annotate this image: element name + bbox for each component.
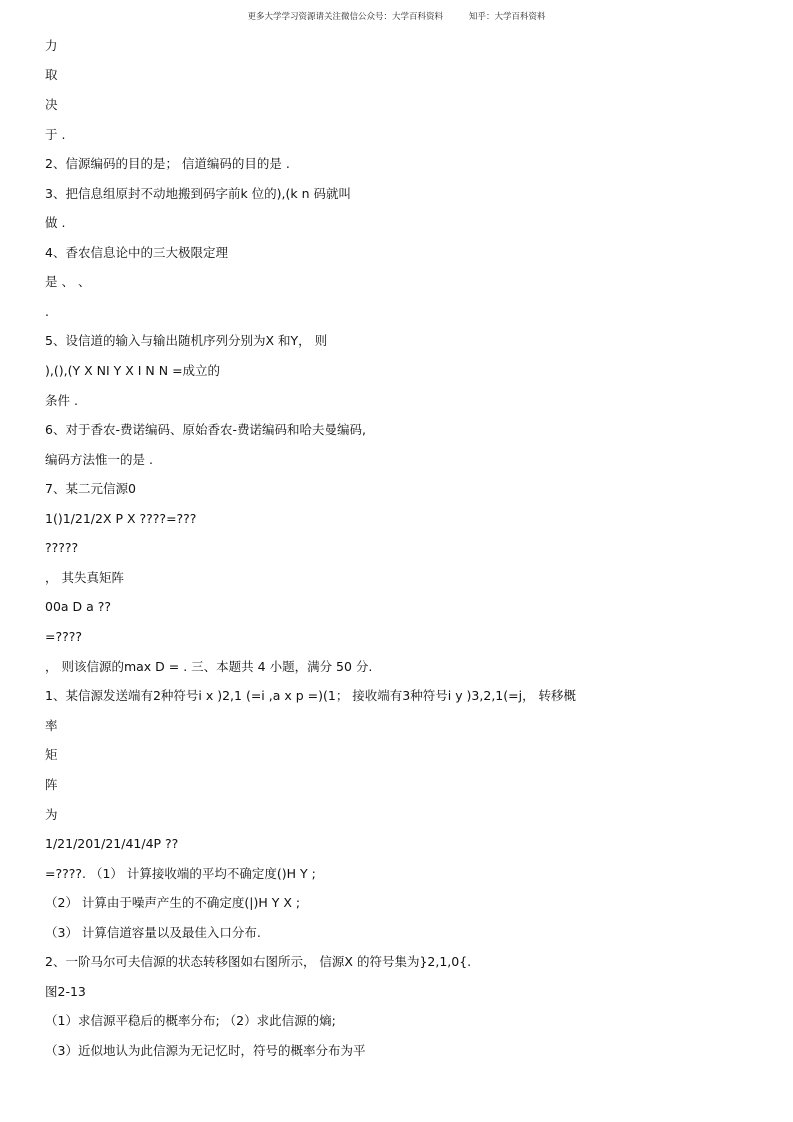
text-line: ， 则该信源的max D = . 三、本题共 4 小题，满分 50 分. (45, 659, 373, 674)
text-line: 条件 . (45, 393, 78, 408)
text-line: 决 (45, 97, 58, 112)
text-line: 力 (45, 38, 58, 53)
header-wechat-note: 更多大学学习资源请关注微信公众号：大学百科资料 (247, 12, 443, 22)
text-line: 取 (45, 67, 58, 82)
text-line: 矩 (45, 747, 58, 762)
text-line: 00a D a ?? (45, 599, 112, 614)
text-line: （2） 计算由于噪声产生的不确定度(|)H Y X ; (45, 895, 301, 910)
text-line: 编码方法惟一的是 . (45, 452, 153, 467)
text-line: 2、信源编码的目的是； 信道编码的目的是 . (45, 156, 290, 171)
text-line: 为 (45, 807, 58, 822)
page-header (0, 10, 793, 22)
text-line: ， 其失真矩阵 (45, 570, 124, 585)
text-line: 图2-13 (45, 984, 86, 999)
text-line: ),(),(Y X NI Y X I N N =成立的 (45, 363, 221, 378)
text-line: 是 、 、 (45, 274, 91, 289)
header-zhihu-note: 知乎：大学百科资料 (469, 12, 546, 22)
text-line: . (45, 304, 49, 319)
text-line: 1()1/21/2X P X ????=??? (45, 511, 197, 526)
text-line: 1、某信源发送端有2种符号i x )2,1 (=i ,a x p =)(1； 接收端有3种符号i y )3,2,1(=j， 转移概 (45, 688, 577, 703)
text-line: 2、一阶马尔可夫信源的状态转移图如右图所示， 信源X 的符号集为}2,1,0{. (45, 954, 472, 969)
text-line: ????? (45, 540, 79, 555)
text-line: 5、设信道的输入与输出随机序列分别为X 和Y， 则 (45, 333, 328, 348)
text-line: 于 . (45, 127, 66, 142)
text-line: （3） 计算信道容量以及最佳入口分布. (45, 925, 261, 940)
text-line: 1/21/201/21/41/4P ?? (45, 836, 179, 851)
text-line: 阵 (45, 777, 58, 792)
text-line: 率 (45, 718, 58, 733)
text-line: =???? (45, 629, 83, 644)
text-line: 7、某二元信源0 (45, 481, 136, 496)
text-line: 6、对于香农-费诺编码、原始香农-费诺编码和哈夫曼编码, (45, 422, 366, 437)
text-line: =????. （1） 计算接收端的平均不确定度()H Y ; (45, 866, 316, 881)
text-line: 做 . (45, 215, 66, 230)
text-line: 4、香农信息论中的三大极限定理 (45, 245, 228, 260)
text-line: （3）近似地认为此信源为无记忆时，符号的概率分布为平 (45, 1043, 366, 1058)
text-line: 3、把信息组原封不动地搬到码字前k 位的),(k n 码就叫 (45, 186, 352, 201)
text-line: （1）求信源平稳后的概率分布; （2）求此信源的熵; (45, 1013, 336, 1028)
